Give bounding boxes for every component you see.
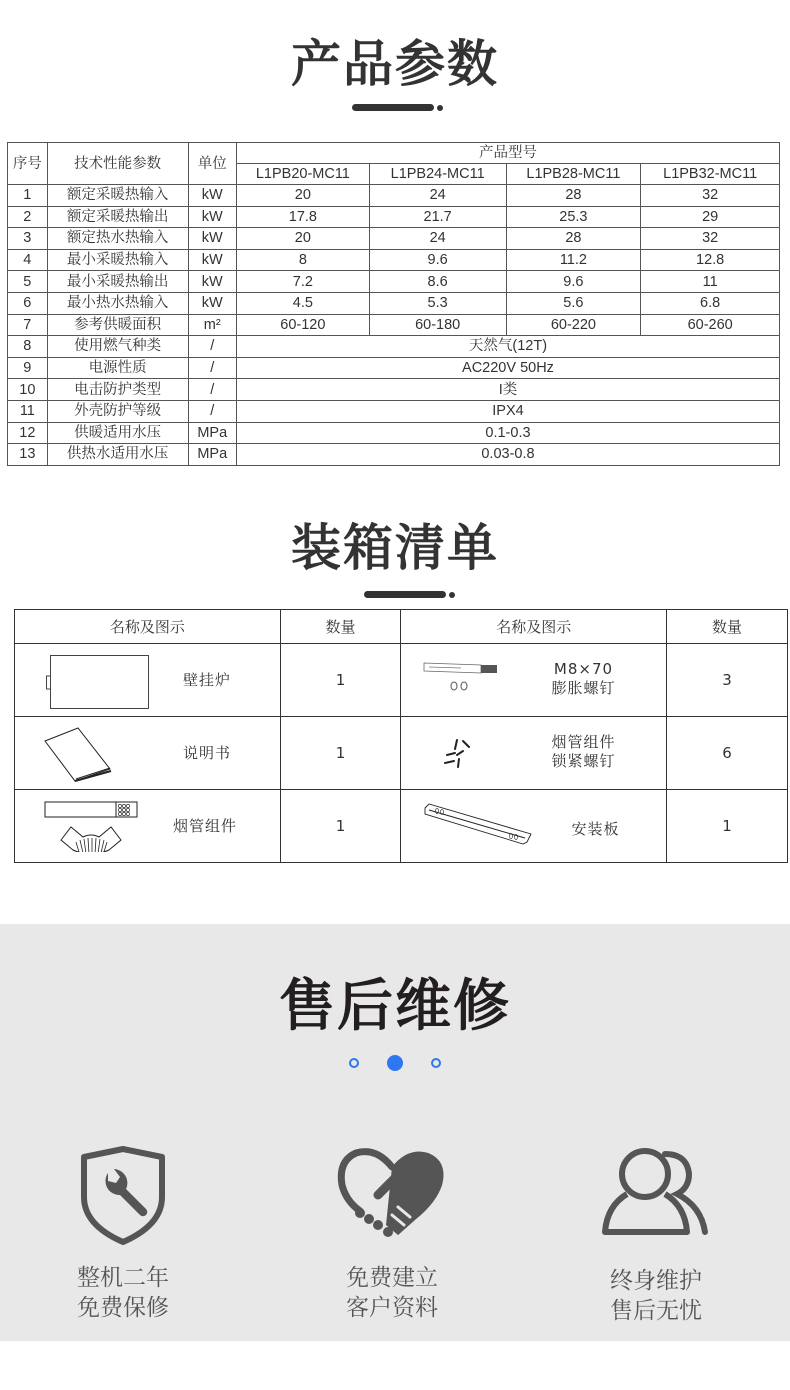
spec-value: 7.2 bbox=[236, 271, 369, 293]
spec-param: 额定采暖热输出 bbox=[47, 206, 188, 228]
item-name-line1: 烟管组件 bbox=[551, 733, 616, 751]
spec-value-merged: 0.1-0.3 bbox=[236, 422, 779, 444]
spec-value: 6.8 bbox=[641, 292, 780, 314]
spec-value: 29 bbox=[641, 206, 780, 228]
header-model: L1PB28-MC11 bbox=[506, 164, 641, 185]
item-name-line2: 锁紧螺钉 bbox=[551, 752, 616, 770]
manual-illustration bbox=[43, 727, 113, 783]
spec-row bbox=[8, 400, 780, 422]
spec-param: 额定热水热输入 bbox=[47, 228, 188, 250]
service-item-customer-records bbox=[292, 1145, 492, 1323]
header-model-group: 产品型号 bbox=[236, 143, 779, 164]
spec-index: 1 bbox=[8, 185, 48, 207]
header-name: 名称及图示 bbox=[15, 610, 281, 644]
header-model: L1PB20-MC11 bbox=[236, 164, 369, 185]
spec-param: 额定采暖热输入 bbox=[47, 185, 188, 207]
pager-dot[interactable] bbox=[431, 1058, 441, 1068]
spec-value: 21.7 bbox=[369, 206, 506, 228]
spec-value: 60-220 bbox=[506, 314, 641, 336]
spec-unit: MPa bbox=[188, 444, 236, 466]
header-model: L1PB32-MC11 bbox=[641, 164, 780, 185]
spec-index: 12 bbox=[8, 422, 48, 444]
shield-wrench-icon bbox=[78, 1145, 168, 1245]
spec-value: 28 bbox=[506, 185, 641, 207]
spec-param: 电源性质 bbox=[47, 357, 188, 379]
service-label-line2: 免费保修 bbox=[77, 1295, 169, 1321]
spec-unit: kW bbox=[188, 228, 236, 250]
pager-dot-active[interactable] bbox=[387, 1055, 403, 1071]
spec-value: 32 bbox=[641, 228, 780, 250]
header-index: 序号 bbox=[8, 143, 48, 185]
spec-index: 3 bbox=[8, 228, 48, 250]
spec-row bbox=[8, 379, 780, 401]
service-label bbox=[292, 1263, 492, 1323]
spec-value-merged: IPX4 bbox=[236, 400, 779, 422]
service-item-warranty bbox=[23, 1145, 223, 1323]
item-name bbox=[551, 733, 615, 771]
spec-index: 2 bbox=[8, 206, 48, 228]
screws-illustration bbox=[443, 737, 473, 771]
users-icon bbox=[601, 1148, 711, 1238]
spec-value: 28 bbox=[506, 228, 641, 250]
header-param: 技术性能参数 bbox=[47, 143, 188, 185]
packing-title: 装箱清单 bbox=[291, 519, 499, 577]
header-unit: 单位 bbox=[188, 143, 236, 185]
spec-unit: / bbox=[188, 357, 236, 379]
spec-unit: kW bbox=[188, 206, 236, 228]
spec-value: 20 bbox=[236, 228, 369, 250]
boiler-illustration bbox=[45, 654, 151, 710]
spec-value: 9.6 bbox=[369, 249, 506, 271]
item-qty: 6 bbox=[667, 717, 788, 790]
item-screws bbox=[401, 717, 667, 790]
spec-row bbox=[8, 185, 780, 207]
spec-param: 供热水适用水压 bbox=[47, 444, 188, 466]
pager-dot[interactable] bbox=[349, 1058, 359, 1068]
spec-index: 6 bbox=[8, 292, 48, 314]
spec-row bbox=[8, 314, 780, 336]
spec-unit: m² bbox=[188, 314, 236, 336]
spec-index: 10 bbox=[8, 379, 48, 401]
spec-unit: MPa bbox=[188, 422, 236, 444]
item-expansion-bolt bbox=[401, 644, 667, 717]
spec-row bbox=[8, 292, 780, 314]
item-manual bbox=[15, 717, 281, 790]
packing-title-divider bbox=[364, 591, 455, 598]
service-label-line2: 售后无忧 bbox=[610, 1298, 702, 1324]
spec-value: 4.5 bbox=[236, 292, 369, 314]
spec-value: 9.6 bbox=[506, 271, 641, 293]
item-qty: 3 bbox=[667, 644, 788, 717]
spec-value: 60-260 bbox=[641, 314, 780, 336]
item-name-line1: M8×70 bbox=[553, 660, 614, 678]
handshake-heart-icon bbox=[336, 1145, 448, 1245]
spec-row bbox=[8, 422, 780, 444]
item-flue-pipe bbox=[15, 790, 281, 863]
spec-value-merged: AC220V 50Hz bbox=[236, 357, 779, 379]
item-qty: 1 bbox=[280, 790, 401, 863]
header-model: L1PB24-MC11 bbox=[369, 164, 506, 185]
spec-param: 外壳防护等级 bbox=[47, 400, 188, 422]
spec-param: 最小采暖热输入 bbox=[47, 249, 188, 271]
service-label bbox=[23, 1263, 223, 1323]
spec-index: 9 bbox=[8, 357, 48, 379]
item-name bbox=[551, 660, 615, 698]
spec-value: 8 bbox=[236, 249, 369, 271]
pager-dots bbox=[0, 1055, 790, 1071]
item-name: 安装板 bbox=[571, 820, 620, 838]
spec-row bbox=[8, 357, 780, 379]
spec-value: 11.2 bbox=[506, 249, 641, 271]
item-name: 说明书 bbox=[183, 744, 232, 762]
item-mounting-plate bbox=[401, 790, 667, 863]
spec-unit: / bbox=[188, 379, 236, 401]
spec-value: 24 bbox=[369, 185, 506, 207]
item-qty: 1 bbox=[667, 790, 788, 863]
spec-value: 24 bbox=[369, 228, 506, 250]
specs-title: 产品参数 bbox=[291, 35, 499, 93]
spec-row bbox=[8, 206, 780, 228]
spec-value: 32 bbox=[641, 185, 780, 207]
item-boiler bbox=[15, 644, 281, 717]
spec-param: 使用燃气种类 bbox=[47, 336, 188, 358]
spec-value-merged: 0.03-0.8 bbox=[236, 444, 779, 466]
header-name: 名称及图示 bbox=[401, 610, 667, 644]
service-label-line2: 客户资料 bbox=[346, 1295, 438, 1321]
service-label-line1: 免费建立 bbox=[346, 1265, 438, 1291]
spec-value: 12.8 bbox=[641, 249, 780, 271]
spec-unit: / bbox=[188, 400, 236, 422]
service-label bbox=[556, 1266, 756, 1326]
spec-index: 7 bbox=[8, 314, 48, 336]
spec-param: 最小热水热输入 bbox=[47, 292, 188, 314]
spec-unit: kW bbox=[188, 249, 236, 271]
item-qty: 1 bbox=[280, 644, 401, 717]
service-label-line1: 整机二年 bbox=[77, 1265, 169, 1291]
spec-value: 5.6 bbox=[506, 292, 641, 314]
spec-value: 20 bbox=[236, 185, 369, 207]
spec-unit: kW bbox=[188, 271, 236, 293]
header-qty: 数量 bbox=[280, 610, 401, 644]
spec-value: 60-180 bbox=[369, 314, 506, 336]
spec-value: 11 bbox=[641, 271, 780, 293]
spec-value: 17.8 bbox=[236, 206, 369, 228]
item-name-line2: 膨胀螺钉 bbox=[551, 679, 616, 697]
spec-unit: kW bbox=[188, 185, 236, 207]
spec-value: 60-120 bbox=[236, 314, 369, 336]
item-name: 壁挂炉 bbox=[183, 671, 232, 689]
packing-table bbox=[14, 609, 788, 863]
spec-value-merged: I类 bbox=[236, 379, 779, 401]
spec-index: 13 bbox=[8, 444, 48, 466]
packing-row bbox=[15, 790, 788, 863]
packing-row bbox=[15, 717, 788, 790]
mounting-plate-illustration bbox=[423, 802, 533, 846]
spec-param: 供暖适用水压 bbox=[47, 422, 188, 444]
spec-row bbox=[8, 249, 780, 271]
spec-row bbox=[8, 228, 780, 250]
spec-value-merged: 天然气(12T) bbox=[236, 336, 779, 358]
spec-value: 8.6 bbox=[369, 271, 506, 293]
spec-index: 4 bbox=[8, 249, 48, 271]
header-qty: 数量 bbox=[667, 610, 788, 644]
flue-pipe-illustration bbox=[43, 800, 139, 852]
after-sales-title: 售后维修 bbox=[279, 974, 511, 1039]
spec-row bbox=[8, 444, 780, 466]
spec-row bbox=[8, 336, 780, 358]
spec-index: 11 bbox=[8, 400, 48, 422]
spec-unit: kW bbox=[188, 292, 236, 314]
spec-index: 5 bbox=[8, 271, 48, 293]
service-item-lifetime-maintenance bbox=[556, 1148, 756, 1326]
item-name: 烟管组件 bbox=[173, 817, 238, 835]
spec-value: 25.3 bbox=[506, 206, 641, 228]
expansion-bolt-illustration bbox=[421, 658, 507, 694]
spec-value: 5.3 bbox=[369, 292, 506, 314]
packing-row bbox=[15, 644, 788, 717]
service-label-line1: 终身维护 bbox=[610, 1268, 702, 1294]
spec-param: 电击防护类型 bbox=[47, 379, 188, 401]
specs-title-divider bbox=[352, 104, 443, 111]
spec-param: 参考供暖面积 bbox=[47, 314, 188, 336]
spec-row bbox=[8, 271, 780, 293]
item-qty: 1 bbox=[280, 717, 401, 790]
spec-unit: / bbox=[188, 336, 236, 358]
spec-param: 最小采暖热输出 bbox=[47, 271, 188, 293]
spec-table bbox=[7, 142, 780, 466]
spec-index: 8 bbox=[8, 336, 48, 358]
